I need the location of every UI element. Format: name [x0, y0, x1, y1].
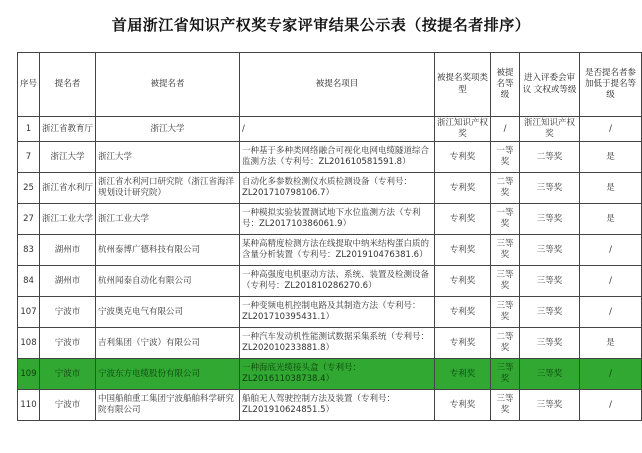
table-row [18, 359, 642, 390]
table-row [18, 235, 642, 266]
cell-review-level: 浙江知识产权奖 [520, 117, 580, 142]
cell-lower-level: / [580, 297, 642, 328]
cell-award-type: 专利奖 [435, 235, 491, 266]
cell-index: 84 [18, 266, 40, 297]
cell-lower-level: / [580, 235, 642, 266]
table-row [18, 390, 642, 421]
cell-project: 一种高强度电机驱动方法、系统、装置及检测设备（专利号：ZL201810286270.6） [240, 266, 435, 297]
cell-nominator: 宁波市 [40, 328, 96, 359]
header-project: 被提名项目 [240, 53, 435, 117]
cell-review-level: 二等奖 [520, 142, 580, 173]
cell-project: 某种高精度检测方法在线提取中纳米结构蛋白质的含量分析装置（专利号：ZL201910476381.6） [240, 235, 435, 266]
cell-review-level: 三等奖 [520, 266, 580, 297]
cell-nominator: 浙江大学 [40, 142, 96, 173]
header-nominator: 提名者 [40, 53, 96, 117]
cell-project: / [240, 117, 435, 142]
cell-review-level: 三等奖 [520, 328, 580, 359]
cell-project: 一种基于多种类网络融合可视化电网电缆隧道综合监测方法（专利号：ZL201610581591.8） [240, 142, 435, 173]
cell-nominee: 浙江省水利河口研究院（浙江省海洋规划设计研究院） [96, 173, 240, 204]
header-level: 被提名等级 [491, 53, 520, 117]
cell-nominee: 浙江大学 [96, 142, 240, 173]
cell-lower-level: / [580, 117, 642, 142]
cell-nominator: 浙江工业大学 [40, 204, 96, 235]
table-header-row [18, 53, 642, 117]
cell-level: 三等奖 [491, 359, 520, 390]
cell-index: 25 [18, 173, 40, 204]
cell-project: 一种模拟实验装置测试地下水位监测方法（专利号：ZL201710386061.9） [240, 204, 435, 235]
cell-index: 83 [18, 235, 40, 266]
cell-lower-level: / [580, 390, 642, 421]
cell-nominee: 宁波东方电缆股份有限公司 [96, 359, 240, 390]
cell-nominator: 宁波市 [40, 359, 96, 390]
cell-nominator: 浙江省教育厅 [40, 117, 96, 142]
cell-nominee: 中国船舶重工集团宁波船舶科学研究院有限公司 [96, 390, 240, 421]
cell-index: 107 [18, 297, 40, 328]
cell-level: 三等奖 [491, 297, 520, 328]
table-row [18, 204, 642, 235]
header-lower-level: 是否提名者参加低于提名等级 [580, 53, 642, 117]
cell-lower-level: 是 [580, 142, 642, 173]
results-table [17, 52, 642, 421]
cell-nominator: 宁波市 [40, 390, 96, 421]
cell-lower-level: / [580, 266, 642, 297]
cell-award-type: 专利奖 [435, 390, 491, 421]
table-body [18, 117, 642, 421]
cell-review-level: 三等奖 [520, 235, 580, 266]
cell-award-type: 专利奖 [435, 204, 491, 235]
cell-index: 109 [18, 359, 40, 390]
cell-nominee: 杭州泰博广德科技有限公司 [96, 235, 240, 266]
cell-index: 27 [18, 204, 40, 235]
header-award-type: 被提名奖项类型 [435, 53, 491, 117]
cell-level: / [491, 117, 520, 142]
table-row [18, 117, 642, 142]
cell-project: 一种汽车发动机性能测试数据采集系统（专利号：ZL202010233881.8） [240, 328, 435, 359]
cell-award-type: 专利奖 [435, 266, 491, 297]
cell-project: 一种海底光缆接头盒（专利号：ZL201611038738.4） [240, 359, 435, 390]
cell-level: 三等奖 [491, 266, 520, 297]
cell-lower-level: 是 [580, 204, 642, 235]
cell-level: 一等奖 [491, 204, 520, 235]
cell-award-type: 专利奖 [435, 328, 491, 359]
cell-level: 一等奖 [491, 142, 520, 173]
cell-nominee: 杭州闻泰自动化有限公司 [96, 266, 240, 297]
table-row [18, 142, 642, 173]
cell-level: 三等奖 [491, 390, 520, 421]
cell-lower-level: 是 [580, 173, 642, 204]
cell-review-level: 三等奖 [520, 390, 580, 421]
header-index: 序号 [18, 53, 40, 117]
cell-index: 110 [18, 390, 40, 421]
cell-review-level: 三等奖 [520, 173, 580, 204]
page-title: 首届浙江省知识产权奖专家评审结果公示表（按提名者排序） [111, 16, 531, 34]
header-nominee: 被提名者 [96, 53, 240, 117]
cell-award-type: 专利奖 [435, 297, 491, 328]
cell-lower-level: 是 [580, 328, 642, 359]
cell-award-type: 专利奖 [435, 359, 491, 390]
cell-index: 108 [18, 328, 40, 359]
cell-level: 三等奖 [491, 235, 520, 266]
table-row [18, 297, 642, 328]
cell-lower-level: / [580, 359, 642, 390]
cell-nominee: 浙江大学 [96, 117, 240, 142]
cell-level: 二等奖 [491, 173, 520, 204]
cell-nominator: 湖州市 [40, 266, 96, 297]
table-row [18, 266, 642, 297]
cell-nominee: 吉利集团（宁波）有限公司 [96, 328, 240, 359]
cell-review-level: 三等奖 [520, 297, 580, 328]
cell-award-type: 专利奖 [435, 142, 491, 173]
cell-nominee: 浙江工业大学 [96, 204, 240, 235]
cell-project: 自动化多参数检测仪水质检测设备（专利号：ZL201710798106.7） [240, 173, 435, 204]
header-review-level: 进入评委会审议 文权或等级 [520, 53, 580, 117]
cell-level: 二等奖 [491, 328, 520, 359]
cell-award-type: 浙江知识产权奖 [435, 117, 491, 142]
cell-nominator: 浙江省水利厅 [40, 173, 96, 204]
table-row [18, 328, 642, 359]
cell-index: 7 [18, 142, 40, 173]
cell-nominator: 宁波市 [40, 297, 96, 328]
cell-review-level: 三等奖 [520, 204, 580, 235]
cell-project: 一种变频电机控制电路及其制造方法（专利号：ZL201710395431.1） [240, 297, 435, 328]
cell-review-level: 三等奖 [520, 359, 580, 390]
table-row [18, 173, 642, 204]
cell-award-type: 专利奖 [435, 173, 491, 204]
cell-nominee: 宁波奥克电气有限公司 [96, 297, 240, 328]
cell-project: 船舶无人驾驶控制方法及装置（专利号：ZL201910624851.5） [240, 390, 435, 421]
cell-nominator: 湖州市 [40, 235, 96, 266]
cell-index: 1 [18, 117, 40, 142]
